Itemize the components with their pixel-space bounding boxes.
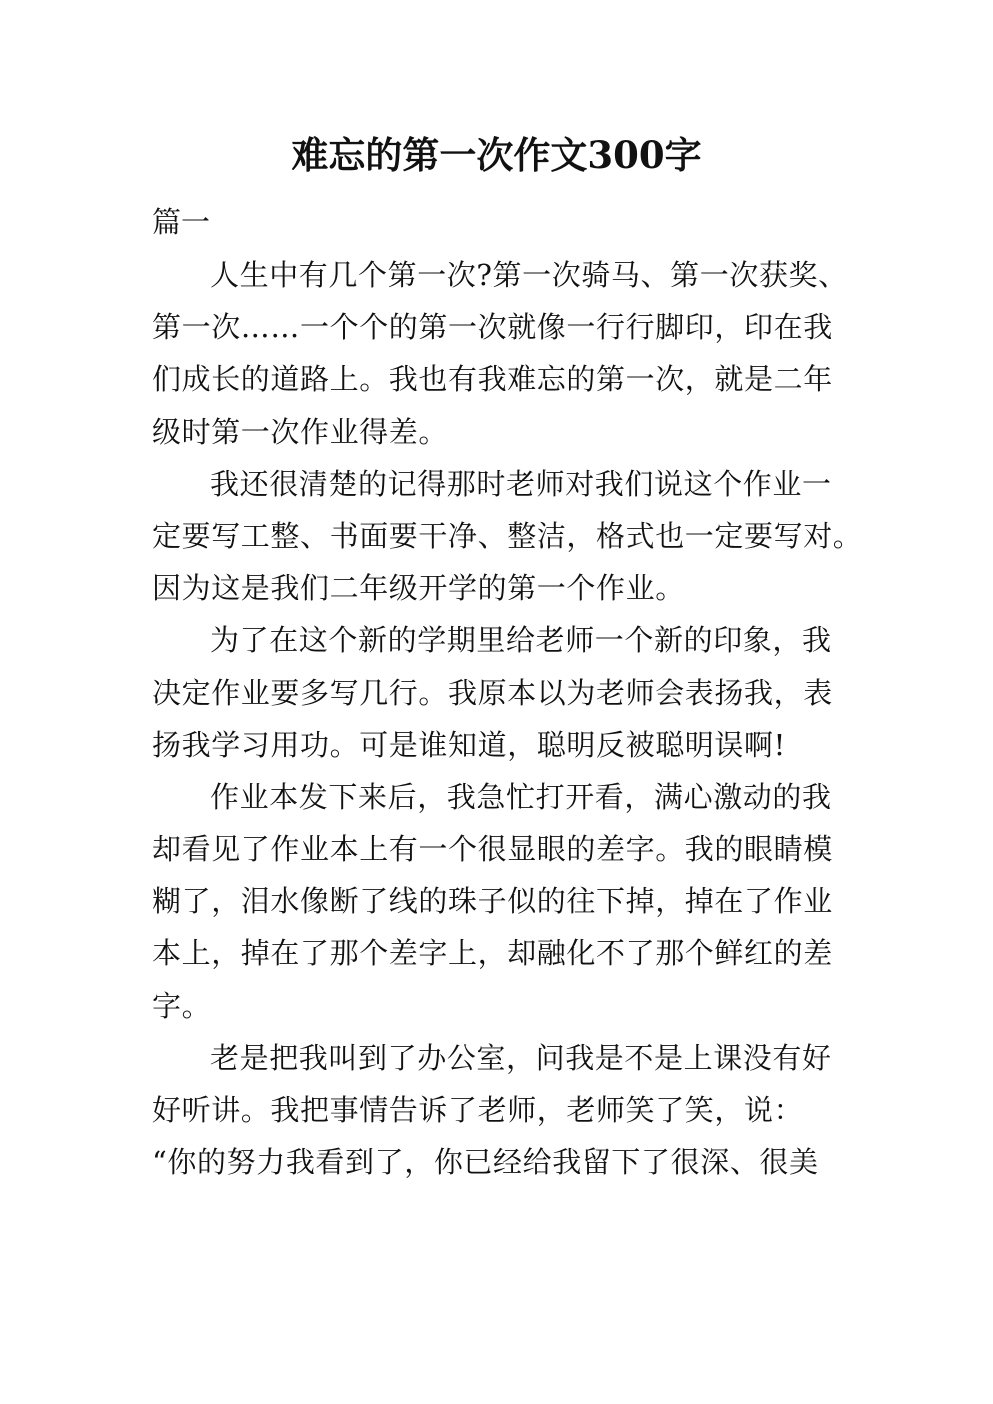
paragraph: [152, 614, 852, 771]
text-line: 老是把我叫到了办公室，问我是不是上课没有好: [210, 1040, 832, 1075]
text-line: 决定作业要多写几行。我原本以为老师会表扬我，表: [152, 675, 833, 710]
paragraph: [152, 771, 852, 1032]
paragraph: [152, 1032, 852, 1189]
section-heading: 篇一: [152, 205, 211, 239]
text-line: 定要写工整、书面要干净、整洁，格式也一定要写对。: [152, 518, 863, 553]
text-line: 扬我学习用功。可是谁知道，聪明反被聪明误啊!: [152, 727, 786, 762]
text-line: 因为这是我们二年级开学的第一个作业。: [152, 571, 685, 606]
text-line: 第一次……一个个的第一次就像一行行脚印，印在我: [152, 310, 833, 345]
text-line: 却看见了作业本上有一个很显眼的差字。我的眼睛模: [152, 832, 833, 867]
document-body: [152, 249, 863, 1188]
text-line: 本上，掉在了那个差字上，却融化不了那个鲜红的差: [152, 936, 833, 971]
text-line: 级时第一次作业得差。: [152, 414, 449, 449]
text-line: “你的努力我看到了，你已经给我留下了很深、很美: [152, 1145, 819, 1180]
text-line: 作业本发下来后，我急忙打开看，满心激动的我: [210, 779, 832, 814]
text-line: 字。: [152, 988, 212, 1023]
text-line: 我还很清楚的记得那时老师对我们说这个作业一: [210, 466, 832, 501]
text-line: 好听讲。我把事情告诉了老师，老师笑了笑，说：: [152, 1093, 804, 1127]
text-line: 人生中有几个第一次?第一次骑马、第一次获奖、: [210, 258, 848, 292]
paragraph: [152, 249, 852, 458]
paragraph: [152, 458, 863, 615]
text-line: 们成长的道路上。我也有我难忘的第一次，就是二年: [152, 362, 833, 397]
text-line: 糊了，泪水像断了线的珠子似的往下掉，掉在了作业: [152, 884, 833, 919]
text-line: 为了在这个新的学期里给老师一个新的印象，我: [210, 623, 832, 658]
document-title: 难忘的第一次作文300字: [291, 133, 702, 177]
